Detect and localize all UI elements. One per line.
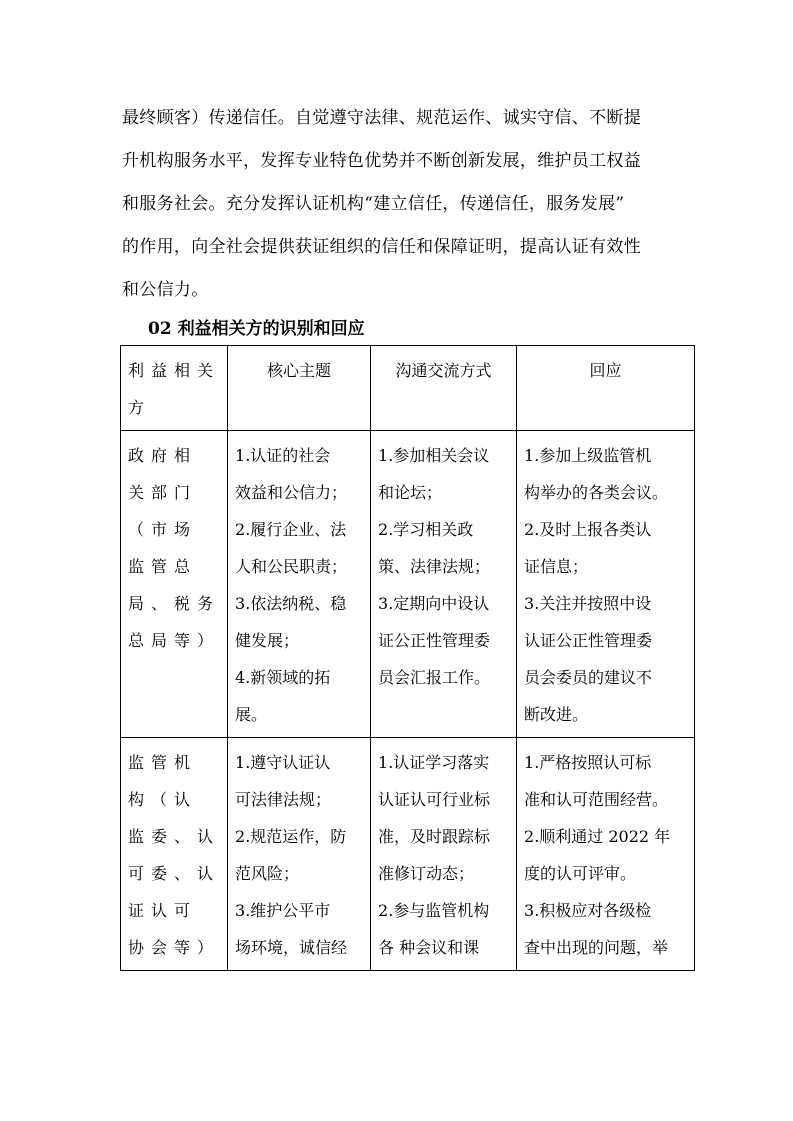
cell-line: 2.顺利通过 2022 年: [524, 827, 671, 846]
cell-line: 健发展；: [235, 631, 300, 650]
cell-line: 3.定期向中设认: [378, 594, 490, 613]
header-response: 回应: [517, 346, 695, 431]
cell-line: 证认可: [128, 901, 198, 920]
cell-line: 度的认可评审。: [524, 864, 637, 883]
cell-line: 监管总: [128, 557, 198, 576]
paragraph-line: 和服务社会。充分发挥认证机构“建立信任，传递信任，服务发展”: [122, 194, 625, 214]
cell-line: 构举办的各类会议。: [524, 483, 669, 502]
cell-line: 3.依法纳税、稳: [235, 594, 347, 613]
communication-cell: [371, 738, 517, 971]
cell-line: 准和认可范围经营。: [524, 790, 669, 809]
table-row: [121, 431, 695, 738]
paragraph-line: 升机构服务水平，发挥专业特色优势并不断创新发展，维护员工权益: [122, 151, 641, 171]
cell-line: 各 种会议和课: [378, 938, 480, 957]
cell-line: 断改进。: [524, 705, 589, 724]
response-cell: [517, 431, 695, 738]
header-topics: 核心主题: [228, 346, 371, 431]
table-header-row: [121, 346, 695, 431]
cell-line: 2.参与监管机构: [378, 901, 490, 920]
cell-line: 展。: [235, 705, 268, 724]
cell-line: 4.新领域的拓: [235, 668, 331, 687]
cell-line: 可法律法规；: [235, 790, 332, 809]
cell-line: 1.严格按照认可标: [524, 753, 652, 772]
cell-line: 1.认证学习落实: [378, 753, 490, 772]
stakeholder-cell: [121, 431, 228, 738]
cell-line: 范风险；: [235, 864, 300, 883]
communication-cell: [371, 431, 517, 738]
cell-line: 证信息；: [524, 557, 589, 576]
section-heading: 02 利益相关方的识别和回应: [148, 319, 365, 339]
cell-line: 证公正性管理委: [378, 631, 491, 650]
stakeholder-cell: [121, 738, 228, 971]
cell-line: 局、税务: [128, 594, 221, 613]
cell-line: 员会委员的建议不: [524, 668, 653, 687]
cell-line: 和论坛；: [378, 483, 443, 502]
cell-line: 员会汇报工作。: [378, 668, 491, 687]
cell-line: 1.参加上级监管机: [524, 446, 652, 465]
cell-line: 人和公民职责；: [235, 557, 348, 576]
cell-line: 监管机: [128, 753, 198, 772]
cell-line: 2.规范运作，防: [235, 827, 347, 846]
cell-line: 1.认证的社会: [235, 446, 331, 465]
paragraph-line: 最终顾客）传递信任。自觉遵守法律、规范运作、诚实守信、不断提: [122, 108, 641, 128]
cell-line: 构（认: [128, 790, 198, 809]
cell-line: 效益和公信力；: [235, 483, 348, 502]
cell-line: 1.遵守认证认: [235, 753, 331, 772]
cell-line: 2.学习相关政: [378, 520, 474, 539]
cell-line: 可委、认: [128, 864, 221, 883]
cell-line: 3.关注并按照中设: [524, 594, 652, 613]
cell-line: 准，及时跟踪标: [378, 827, 491, 846]
stakeholder-table: [120, 345, 695, 971]
cell-line: 3.积极应对各级检: [524, 901, 652, 920]
topics-cell: [228, 738, 371, 971]
cell-line: 查中出现的问题，举: [524, 938, 669, 957]
topics-cell: [228, 431, 371, 738]
cell-line: 认证认可行业标: [378, 790, 491, 809]
cell-line: 总局等）: [128, 631, 221, 650]
table-row: [121, 738, 695, 971]
cell-line: 2.履行企业、法: [235, 520, 347, 539]
cell-line: 政府相: [128, 446, 198, 465]
cell-line: 关部门: [128, 483, 198, 502]
paragraph-line: 的作用，向全社会提供获证组织的信任和保障证明，提高认证有效性: [122, 237, 641, 257]
cell-line: 策、法律法规；: [378, 557, 491, 576]
cell-line: 2.及时上报各类认: [524, 520, 652, 539]
header-communication: 沟通交流方式: [371, 346, 517, 431]
cell-line: 协会等）: [128, 938, 221, 957]
cell-line: 3.维护公平市: [235, 901, 331, 920]
cell-line: 准修订动态；: [378, 864, 475, 883]
cell-line: （市场: [128, 520, 198, 539]
response-cell: [517, 738, 695, 971]
cell-line: 认证公正性管理委: [524, 631, 653, 650]
cell-line: 监委、认: [128, 827, 221, 846]
header-stakeholder: 利益相关方: [121, 346, 228, 431]
cell-line: 1.参加相关会议: [378, 446, 490, 465]
cell-line: 场环境，诚信经: [235, 938, 348, 957]
paragraph-line: 和公信力。: [122, 280, 209, 300]
